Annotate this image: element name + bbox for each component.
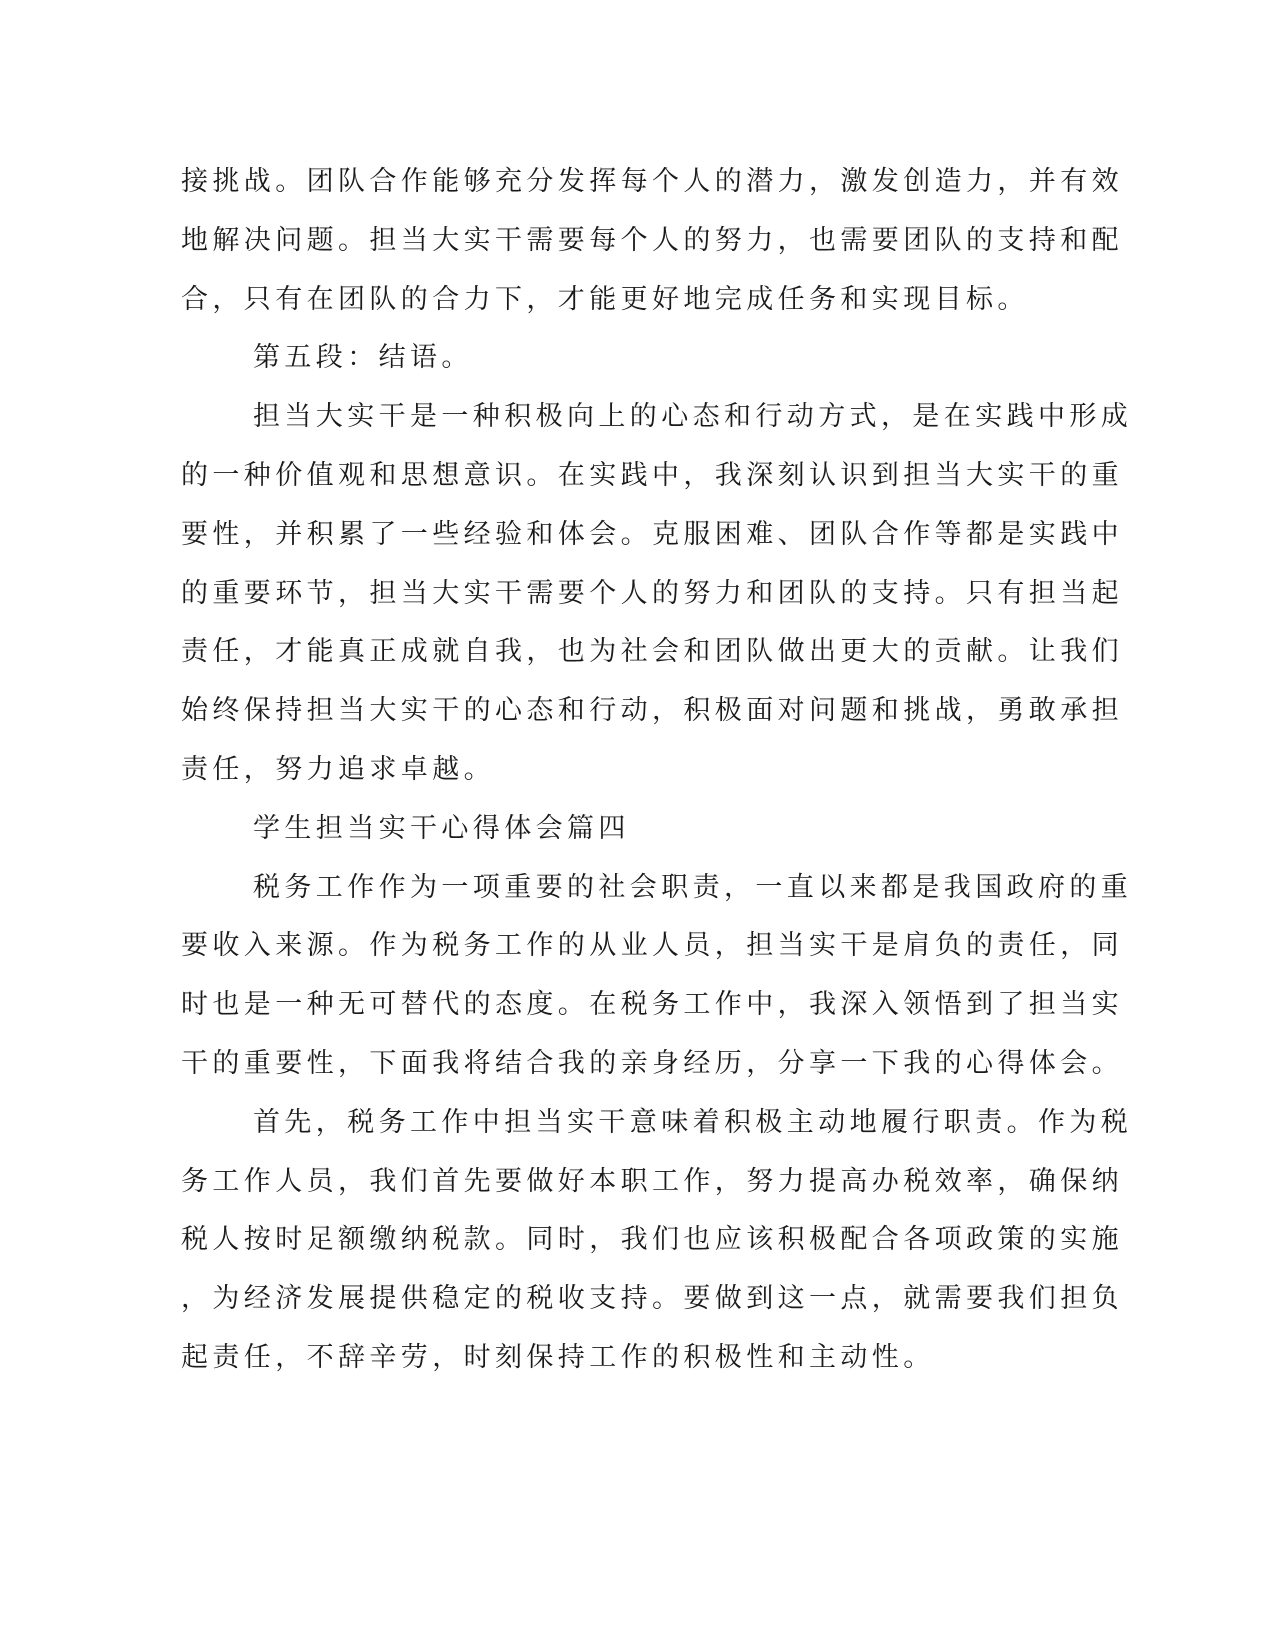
paragraph-line: 要收入来源。作为税务工作的从业人员，担当实干是肩负的责任，同: [181, 930, 1123, 961]
paragraph-line: 务工作人员，我们首先要做好本职工作，努力提高办税效率，确保纳: [181, 1166, 1123, 1197]
paragraph-line: 始终保持担当大实干的心态和行动，积极面对问题和挑战，勇敢承担: [181, 695, 1123, 726]
paragraph-line: 时也是一种无可替代的态度。在税务工作中，我深入领悟到了担当实: [181, 989, 1123, 1020]
paragraph-line: ，为经济发展提供稳定的税收支持。要做到这一点，就需要我们担负: [181, 1283, 1123, 1314]
paragraph-line: 的重要环节，担当大实干需要个人的努力和团队的支持。只有担当起: [181, 578, 1123, 609]
paragraph-line: 干的重要性，下面我将结合我的亲身经历，分享一下我的心得体会。: [181, 1048, 1123, 1079]
article-title: 学生担当实干心得体会篇四: [253, 813, 630, 844]
paragraph-line: 税人按时足额缴纳税款。同时，我们也应该积极配合各项政策的实施: [181, 1224, 1123, 1255]
paragraph-line: 税务工作作为一项重要的社会职责，一直以来都是我国政府的重: [253, 872, 1133, 903]
paragraph-line: 接挑战。团队合作能够充分发挥每个人的潜力，激发创造力，并有效: [181, 166, 1123, 197]
paragraph-line: 要性，并积累了一些经验和体会。克服困难、团队合作等都是实践中: [181, 519, 1123, 550]
paragraph-line: 的一种价值观和思想意识。在实践中，我深刻认识到担当大实干的重: [181, 460, 1123, 491]
paragraph-line: 责任，努力追求卓越。: [181, 754, 495, 785]
paragraph-line: 担当大实干是一种积极向上的心态和行动方式，是在实践中形成: [253, 401, 1133, 432]
paragraph-line: 责任，才能真正成就自我，也为社会和团队做出更大的贡献。让我们: [181, 636, 1123, 667]
paragraph-line: 地解决问题。担当大实干需要每个人的努力，也需要团队的支持和配: [181, 225, 1123, 256]
paragraph-line: 首先，税务工作中担当实干意味着积极主动地履行职责。作为税: [253, 1107, 1133, 1138]
paragraph-line: 合，只有在团队的合力下，才能更好地完成任务和实现目标。: [181, 284, 1029, 315]
paragraph-line: 起责任，不辞辛劳，时刻保持工作的积极性和主动性。: [181, 1342, 935, 1373]
section-heading: 第五段：结语。: [253, 342, 473, 373]
